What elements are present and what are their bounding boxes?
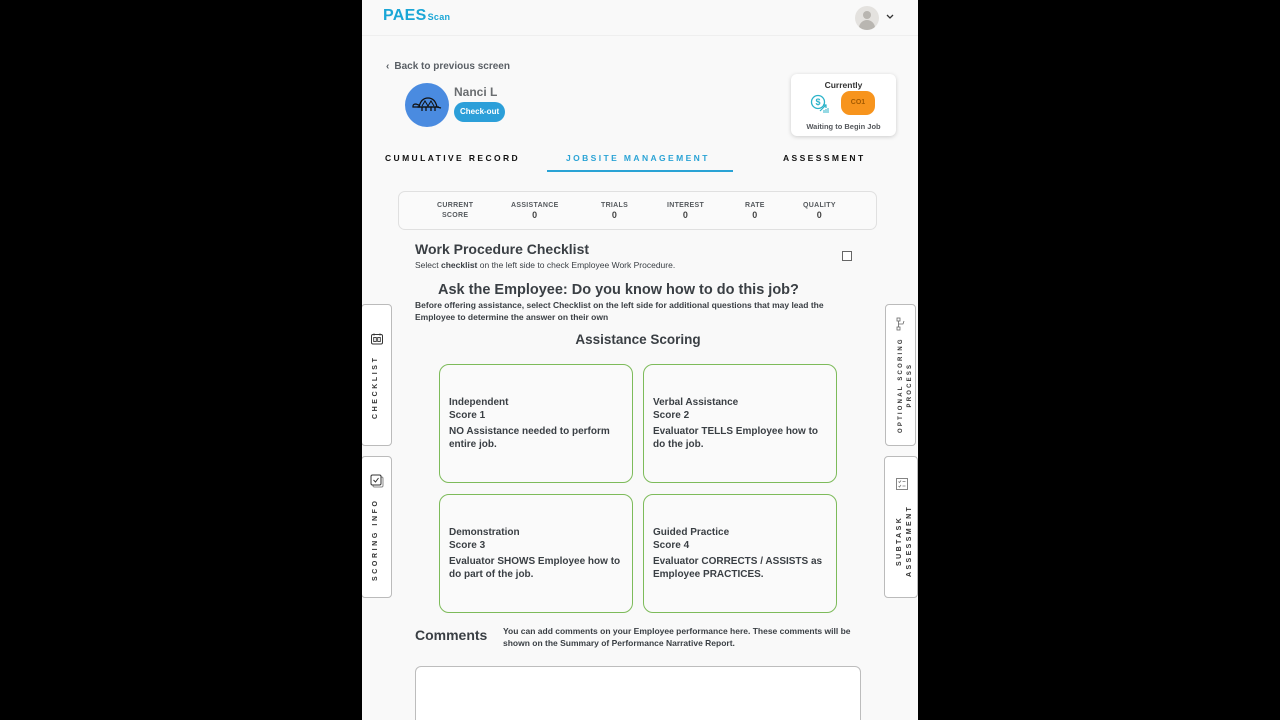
wpc-sub-pre: Select [415, 260, 441, 270]
score-value: 0 [532, 209, 538, 220]
logo-main: PAES [383, 7, 427, 24]
card-score: Score 3 [449, 540, 486, 551]
checklist-icon [371, 332, 383, 350]
current-score-label-1: CURRENT [437, 202, 474, 209]
active-tab-indicator [547, 170, 733, 172]
work-procedure-title: Work Procedure Checklist [415, 241, 590, 257]
side-tab-label-line-2: PROCESS [907, 362, 913, 408]
work-procedure-subtitle [415, 260, 675, 270]
side-tab-checklist[interactable] [362, 304, 392, 446]
chevron-left-icon: ‹ [386, 61, 390, 72]
scoring-info-icon [370, 474, 384, 493]
tab-assessment[interactable]: ASSESSMENT [783, 153, 866, 163]
side-tab-label [895, 505, 915, 577]
ask-employee-title: Ask the Employee: Do you know how to do this job? [438, 282, 799, 298]
score-value: 0 [816, 209, 823, 220]
side-tab-optional-scoring-process[interactable] [885, 304, 916, 446]
subtask-list-icon [896, 477, 908, 495]
job-code-badge: CO1 [841, 91, 875, 115]
side-tab-label-line-1: SUBTASK [896, 515, 903, 566]
back-label: Back to previous screen [394, 61, 510, 72]
comments-description: You can add comments on your Employee performance here. These comments will be shown on the Summary of Performance Narrative Report. [503, 626, 851, 648]
score-card-independent[interactable] [439, 364, 633, 483]
back-to-previous-link[interactable] [386, 61, 510, 72]
card-score: Score 2 [653, 410, 690, 421]
assistance-scoring-title: Assistance Scoring [575, 332, 701, 347]
tab-cumulative-record[interactable]: CUMULATIVE RECORD [385, 153, 521, 163]
money-growth-icon [810, 94, 830, 119]
card-desc: NO Assistance needed to perform entire job. [449, 426, 610, 450]
card-score: Score 1 [449, 410, 486, 421]
card-desc: Evaluator TELLS Employee how to do the job. [653, 426, 819, 450]
current-score-bar [398, 191, 877, 230]
wpc-sub-post: on the left side to check Employee Work Procedure. [477, 260, 676, 270]
score-quality [803, 201, 836, 220]
score-label: QUALITY [803, 202, 836, 209]
svg-text:$: $ [815, 97, 821, 107]
card-score: Score 4 [653, 540, 690, 551]
job-status-text: Waiting to Begin Job [806, 122, 881, 131]
card-name: Independent [449, 397, 509, 408]
card-desc: Evaluator SHOWS Employee how to do part of the job. [449, 556, 621, 580]
check-out-button[interactable]: Check-out [454, 102, 505, 122]
score-value: 0 [682, 209, 689, 220]
score-value: 0 [752, 209, 758, 220]
side-tab-label-line-2: ASSESSMENT [906, 504, 913, 577]
logo-sub: Scan [427, 12, 451, 22]
score-label: TRIALS [601, 202, 629, 209]
user-avatar[interactable] [855, 6, 879, 30]
work-procedure-checkbox[interactable] [842, 251, 852, 261]
side-tab-subtask-assessment[interactable] [884, 456, 918, 598]
score-label: RATE [745, 202, 765, 209]
side-tab-scoring-info[interactable] [362, 456, 392, 598]
avatar-body [859, 20, 875, 30]
chevron-down-icon[interactable] [886, 12, 894, 22]
ask-employee-subtitle: Before offering assistance, select Checklist on the left side for additional questions that may lead the Employee to determine the answer on their own [415, 300, 824, 322]
score-trials [601, 201, 628, 220]
avatar-head [863, 11, 871, 19]
currently-title: Currently [824, 80, 863, 90]
top-bar [362, 0, 918, 36]
card-desc: Evaluator CORRECTS / ASSISTS as Employee PRACTICES. [653, 556, 823, 580]
score-label: INTEREST [667, 202, 705, 209]
score-rate [745, 201, 765, 220]
current-score-label-2: SCORE [441, 211, 469, 219]
side-tab-label [897, 337, 915, 433]
score-assistance [511, 201, 559, 220]
card-name: Verbal Assistance [653, 397, 739, 408]
tab-jobsite-management[interactable]: JOBSITE MANAGEMENT [566, 153, 710, 163]
card-name: Demonstration [449, 527, 520, 538]
score-interest [667, 201, 704, 220]
card-name: Guided Practice [653, 527, 730, 538]
current-job-card [791, 74, 896, 136]
employee-name: Nanci L [454, 85, 498, 99]
score-card-guided-practice[interactable] [643, 494, 837, 613]
score-card-verbal-assistance[interactable] [643, 364, 837, 483]
side-tab-label-line-1: OPTIONAL SCORING [898, 337, 904, 433]
side-tab-label: SCORING INFO [372, 498, 379, 581]
main-tabs [362, 150, 918, 174]
turtle-icon [405, 83, 449, 127]
wpc-sub-bold: checklist [441, 260, 478, 270]
comments-title: Comments [415, 627, 488, 643]
score-label: ASSISTANCE [511, 202, 559, 209]
paes-scan-logo[interactable] [383, 7, 450, 25]
score-card-demonstration[interactable] [439, 494, 633, 613]
flow-icon [896, 317, 906, 336]
comments-textarea[interactable] [415, 666, 861, 720]
paes-scan-app [362, 0, 918, 720]
side-tab-label: CHECKLIST [372, 355, 379, 419]
score-value: 0 [611, 209, 618, 220]
current-score-label [437, 201, 473, 220]
